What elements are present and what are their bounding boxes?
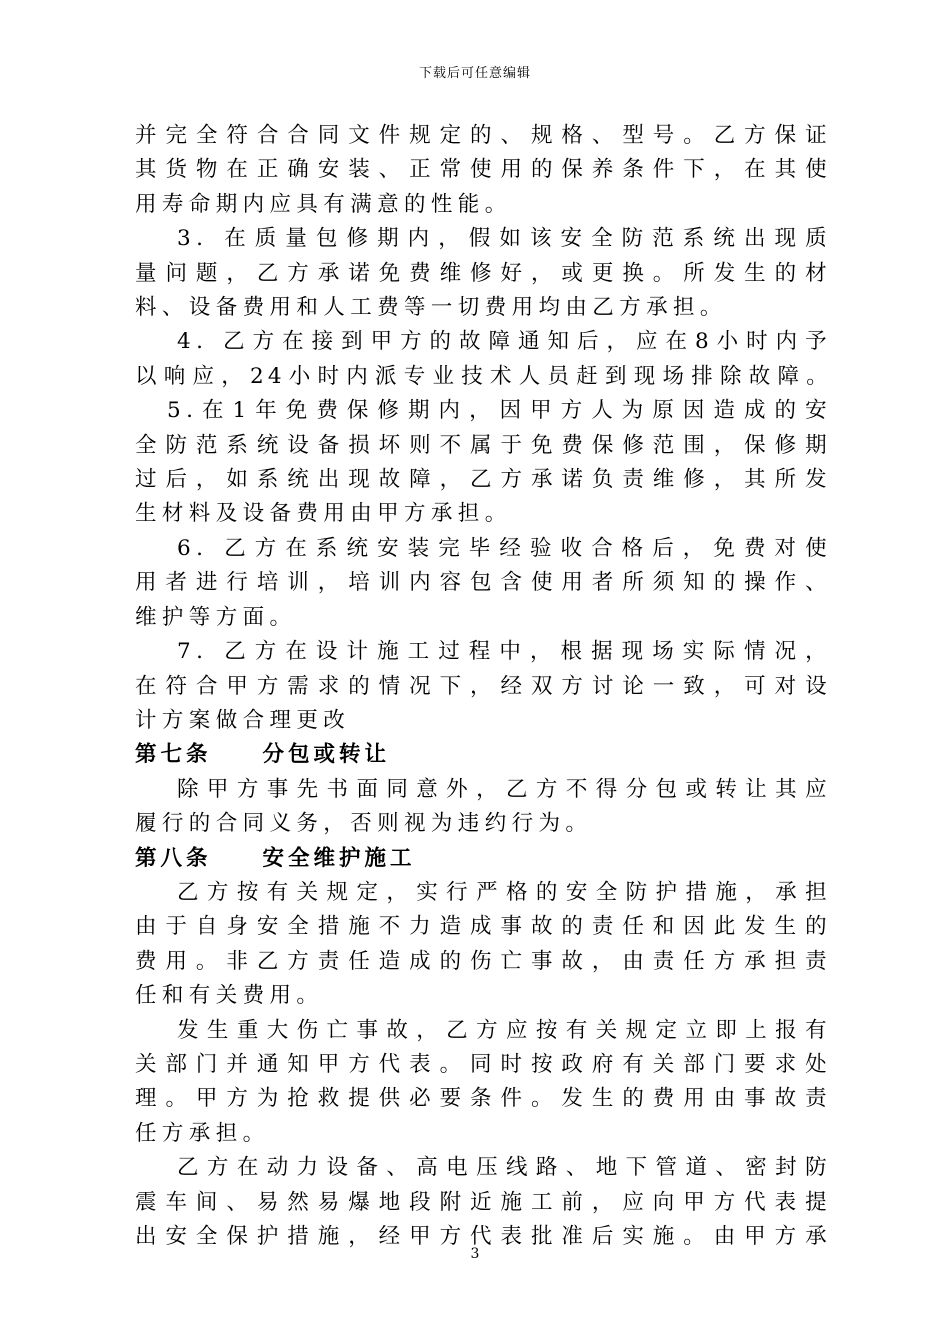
text-line: 量问题，乙方承诺免费维修好，或更换。所发生的材 [135, 260, 832, 286]
text-line: 任方承担。 [135, 1120, 270, 1146]
text-line: 料、设备费用和人工费等一切费用均由乙方承担。 [135, 295, 727, 321]
text-line: 乙方按有关规定，实行严格的安全防护措施，承担 [177, 879, 832, 905]
text-line: 除甲方事先书面同意外，乙方不得分包或转让其应 [177, 776, 832, 802]
text-line: 维护等方面。 [135, 604, 297, 630]
clause-4-line: 4. 乙方在接到甲方的故障通知后，应在8小时内予 [177, 329, 832, 355]
text-line: 用寿命期内应具有满意的性能。 [135, 191, 512, 217]
text-line: 以响应，24小时内派专业技术人员赶到现场排除故障。 [135, 363, 832, 389]
clause-6-line: 6. 乙方在系统安装完毕经验收合格后，免费对使 [177, 535, 832, 561]
page-number: 3 [470, 1246, 480, 1262]
text-line: 用者进行培训，培训内容包含使用者所须知的操作、 [135, 570, 832, 596]
text-line: 发生重大伤亡事故，乙方应按有关规定立即上报有 [177, 1017, 832, 1043]
text-line: 生材料及设备费用由甲方承担。 [135, 501, 512, 527]
document-body [135, 119, 832, 1254]
text-line: 过后，如系统出现故障，乙方承诺负责维修，其所发 [135, 467, 832, 493]
text-line: 全防范系统设备损坏则不属于免费保修范围，保修期 [135, 432, 832, 458]
article-7-heading: 第七条 分包或转让 [135, 742, 391, 768]
text-line: 由于自身安全措施不力造成事故的责任和因此发生的 [135, 914, 832, 940]
text-line: 其货物在正确安装、正常使用的保养条件下，在其使 [135, 157, 832, 183]
article-8-heading: 第八条 安全维护施工 [135, 845, 416, 871]
clause-7-line: 7. 乙方在设计施工过程中，根据现场实际情况， [177, 639, 832, 665]
text-line: 并完全符合合同文件规定的、规格、型号。乙方保证 [135, 123, 832, 148]
text-line: 履行的合同义务，否则视为违约行为。 [135, 811, 593, 837]
text-line: 出安全保护措施，经甲方代表批准后实施。由甲方承 [135, 1224, 832, 1249]
text-line: 乙方在动力设备、高电压线路、地下管道、密封防 [177, 1155, 832, 1181]
clause-3-line: 3. 在质量包修期内，假如该安全防范系统出现质 [177, 226, 832, 252]
text-line: 理。甲方为抢救提供必要条件。发生的费用由事故责 [135, 1086, 832, 1112]
text-line: 震车间、易然易爆地段附近施工前，应向甲方代表提 [135, 1189, 832, 1215]
page-header-note: 下载后可任意编辑 [418, 66, 531, 81]
clause-5-line: 5.在1年免费保修期内，因甲方人为原因造成的安 [167, 398, 832, 424]
text-line: 关部门并通知甲方代表。同时按政府有关部门要求处 [135, 1051, 832, 1077]
text-line: 在符合甲方需求的情况下，经双方讨论一致，可对设 [135, 673, 832, 699]
text-line: 费用。非乙方责任造成的伤亡事故，由责任方承担责 [135, 948, 832, 974]
text-line: 任和有关费用。 [135, 983, 324, 1009]
text-line: 计方案做合理更改 [135, 707, 351, 733]
